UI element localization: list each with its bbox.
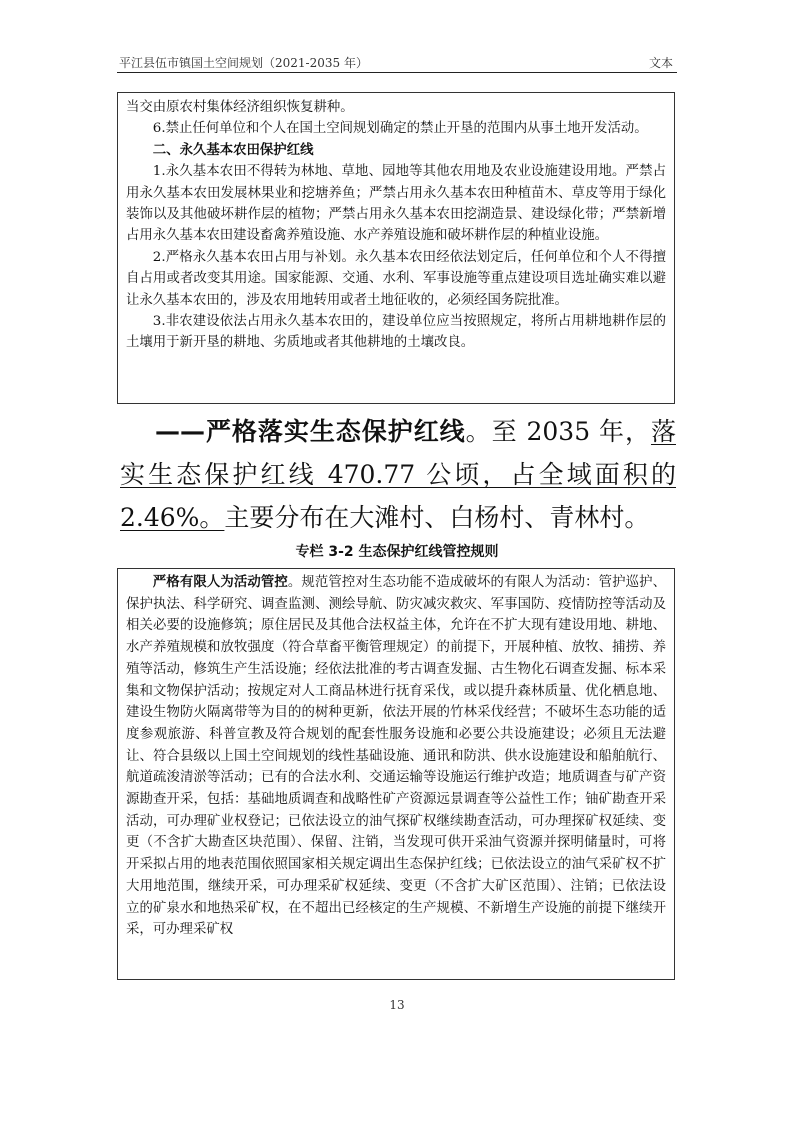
main-text: 。至 2035 年，	[465, 417, 651, 446]
page-header	[117, 44, 677, 73]
main-underlined: 落实生态保护红线 470.77 公顷，占全域面积的 2.46%。	[120, 417, 676, 532]
paragraph: 6.禁止任何单位和个人在国土空间规划确定的禁止开垦的范围内从事土地开发活动。	[152, 121, 648, 137]
farmland-rules-box	[117, 92, 675, 404]
rule-text: 。规范管控对生态功能不造成破坏的有限人为活动：管护巡护、保护执法、科学研究、调查监测、测绘导航、防灾减灾救灾、军事国防、疫情防控等活动及相关必要的设施修筑；原住居民及其他合法权益主体，允许在不扩大现有建设用地、耕地、水产养殖规模和放牧强度（符合草畜平衡管理规定）的前提下，开展种植、放牧、捕捞、养殖等活动，修筑生产生活设施；经依法批准的考古调查发掘、古生物化石调查发掘、标本采集和文物保护活动；按规定对人工商品林进行抚育采伐，或以提升森林质量、优化栖息地、建设生物防火隔离带等为目的的树种更新，依法开展的竹林采伐经营；不破坏生态功能的适度参观旅游、科普宣教及符合规划的配套性服务设施和必要公共设施建设；必须且无法避让、符合县级以上国土空间规划的线性基础设施、通讯和防洪、供水设施建设和船舶航行、航道疏浚清淤等活动；已有的合法水利、交通运输等设施运行维护改造；地质调查与矿产资源勘查开采，包括：基础地质调查和战略性矿产资源远景调查等公益性工作；铀矿勘查开采活动，可办理矿业权登记；已依法设立的油气探矿权继续勘查活动，可办理探矿权延续、变更（不含扩大勘查区块范围）、保留、注销，当发现可供开采油气资源并探明储量时，可将开采拟占用的地表范围依照国家相关规定调出生态保护红线；已依法设立的油气采矿权不扩大用地范围，继续开采，可办理采矿权延续、变更（不含扩大矿区范围）、注销；已依法设立的矿泉水和地热采矿权，在不超出已经核定的生产规模、不新增生产设施的前提下继续开采，可办理采矿权	[126, 575, 667, 938]
box-caption: 专栏 3-2 生态保护红线管控规则	[295, 544, 499, 560]
paragraph: 1.永久基本农田不得转为林地、草地、园地等其他农用地及农业设施建设用地。严禁占用永久基本农田发展林果业和挖塘养鱼；严禁占用永久基本农田种植苗木、草皮等用于绿化装饰以及其他破坏耕作层的植物；严禁占用永久基本农田挖湖造景、建设绿化带；严禁新增占用永久基本农田建设畜禽养殖设施、水产养殖设施和破坏耕作层的种植业设施。	[126, 164, 666, 244]
rule-bold-lead: 严格有限人为活动管控	[152, 575, 288, 590]
paragraph: 3.非农建设依法占用永久基本农田的，建设单位应当按照规定，将所占用耕地耕作层的土壤用于新开垦的耕地、劣质地或者其他耕地的土壤改良。	[126, 314, 666, 351]
page-number: 13	[389, 998, 405, 1012]
header-doc-type: 文本	[648, 56, 673, 70]
section-heading: 二、永久基本农田保护红线	[152, 142, 314, 158]
main-paragraph	[120, 410, 676, 539]
ecological-redline-rules-box	[117, 568, 675, 980]
paragraph: 2.严格永久基本农田占用与补划。永久基本农田经依法划定后，任何单位和个人不得擅自占用或者改变其用途。国家能源、交通、水利、军事设施等重点建设项目选址确实难以避让永久基本农田的，涉及农用地转用或者土地征收的，必须经国务院批准。	[126, 249, 666, 308]
paragraph: 当交由原农村集体经济组织恢复耕种。	[126, 100, 354, 115]
header-title: 平江县伍市镇国土空间规划（2021-2035 年）	[119, 56, 368, 70]
main-text: 主要分布在大滩村、白杨村、青林村。	[224, 503, 650, 532]
main-bold-lead: ——严格落实生态保护红线	[155, 417, 466, 446]
